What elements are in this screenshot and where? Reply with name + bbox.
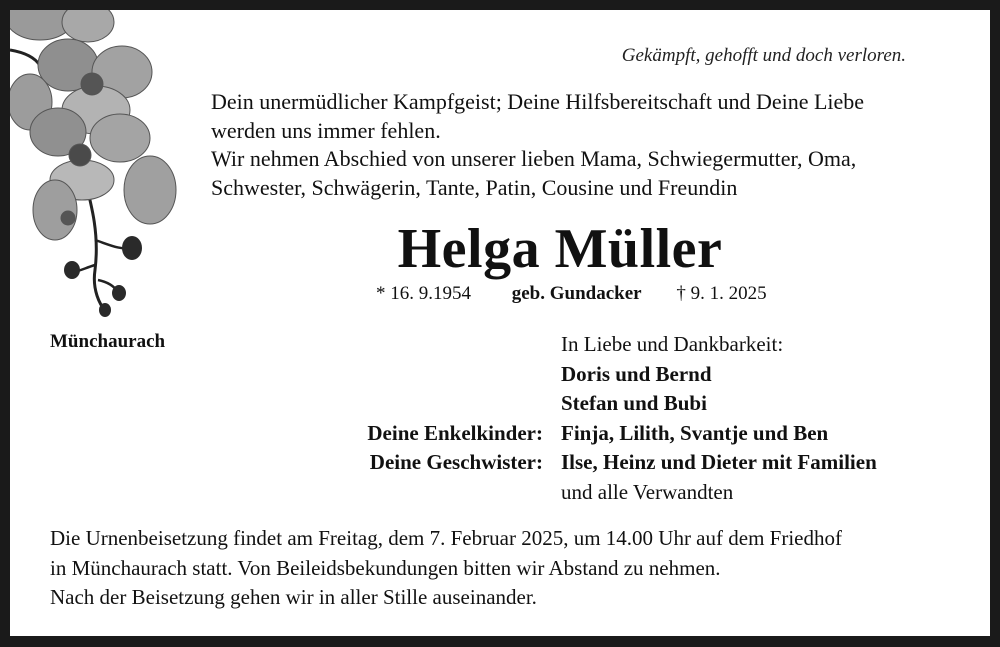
mourner-row (10, 330, 990, 360)
death-date: † 9. 1. 2025 (676, 283, 767, 304)
intro-line: Dein unermüdlicher Kampfgeist; Deine Hilfsbereitschaft und Deine Liebe (211, 89, 865, 114)
life-dates (376, 283, 767, 305)
intro-text (211, 88, 971, 202)
mourner-row (10, 478, 990, 508)
mourners-heading: In Liebe und Dankbarkeit: (561, 332, 784, 356)
deceased-name: Helga Müller (397, 218, 723, 280)
footer-line: Nach der Beisetzung gehen wir in aller Stille auseinander. (50, 585, 537, 609)
place-name: Münchaurach (50, 331, 166, 352)
siblings-label: Deine Geschwister: (369, 450, 543, 474)
mourner-family: Doris und Bernd (561, 361, 712, 386)
intro-line: werden uns immer fehlen. (211, 117, 441, 143)
maiden-name: geb. Gundacker (511, 283, 642, 304)
funeral-details (50, 524, 970, 613)
footer-line: Die Urnenbeisetzung findet am Freitag, dem 7. Februar 2025, um 14.00 Uhr auf dem Friedhof (50, 526, 842, 550)
mourner-row (10, 448, 990, 478)
footer-line: in Münchaurach statt. Von Beileidsbekundungen bitten wir Abstand zu nehmen. (50, 555, 721, 580)
intro-line: Wir nehmen Abschied von unserer lieben Mama, Schwiegermutter, Oma, (211, 146, 857, 171)
grandchildren-label: Deine Enkelkinder: (367, 420, 543, 445)
birth-date: * 16. 9.1954 (376, 283, 471, 304)
mourner-row (10, 419, 990, 449)
obituary-card (10, 10, 990, 636)
mourner-row (10, 360, 990, 390)
motto: Gekämpft, gehofft und doch verloren. (621, 45, 906, 66)
orchid-icon (10, 10, 200, 330)
mourner-family: Stefan und Bubi (561, 391, 707, 415)
grandchildren-names: Finja, Lilith, Svantje und Ben (561, 420, 829, 445)
mourners-list (10, 330, 990, 507)
mourner-row (10, 389, 990, 419)
intro-line: Schwester, Schwägerin, Tante, Patin, Cousine und Freundin (211, 174, 738, 200)
siblings-names: Ilse, Heinz und Dieter mit Familien (561, 450, 877, 474)
relatives-line: und alle Verwandten (561, 479, 734, 504)
